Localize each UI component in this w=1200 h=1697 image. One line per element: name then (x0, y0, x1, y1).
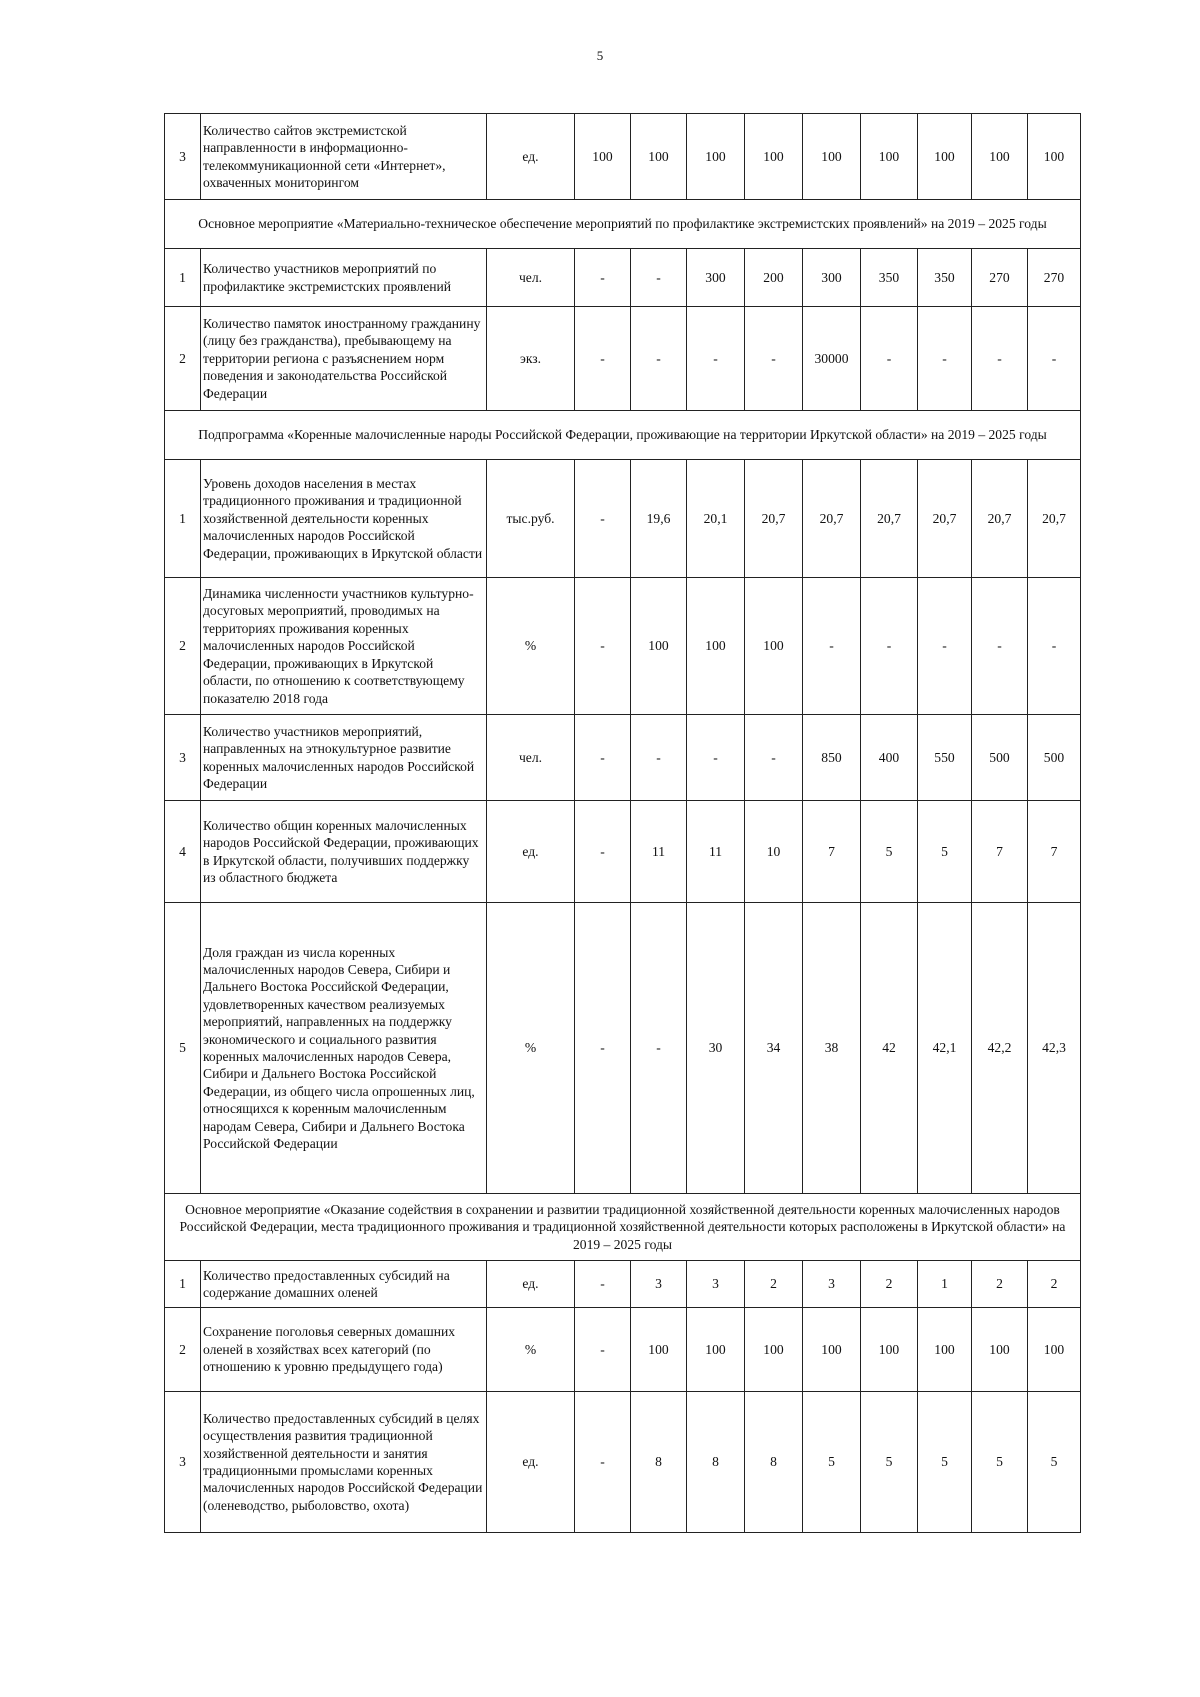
section-heading-row (165, 1194, 1081, 1261)
indicator-name: Количество предоставленных субсидий в целях осуществления развития традиционной хозяйственной деятельности и занятия традиционными промыслами коренных малочисленных народов Российской Федерации (оленеводство, рыболовство, охота) (201, 1392, 487, 1533)
value-cell: 7 (1028, 801, 1081, 903)
value-cell: 5 (972, 1392, 1028, 1533)
value-cell: 8 (745, 1392, 803, 1533)
value-cell: - (631, 249, 687, 307)
value-cell: 350 (918, 249, 972, 307)
value-cell: - (575, 715, 631, 801)
value-cell: - (631, 903, 687, 1194)
value-cell: - (575, 1308, 631, 1392)
value-cell: 100 (631, 578, 687, 715)
value-cell: 20,7 (1028, 460, 1081, 578)
value-cell: - (918, 307, 972, 411)
value-cell: 20,7 (972, 460, 1028, 578)
row-number: 2 (165, 578, 201, 715)
indicators-table (164, 113, 1081, 1533)
value-cell: 11 (631, 801, 687, 903)
value-cell: 100 (745, 1308, 803, 1392)
value-cell: 38 (803, 903, 861, 1194)
row-number: 2 (165, 1308, 201, 1392)
indicator-name: Количество общин коренных малочисленных народов Российской Федерации, проживающих в Иркутской области, получивших поддержку из областного бюджета (201, 801, 487, 903)
value-cell: 1 (918, 1261, 972, 1308)
value-cell: 100 (745, 114, 803, 200)
value-cell: 100 (575, 114, 631, 200)
value-cell: 42,1 (918, 903, 972, 1194)
row-number: 2 (165, 307, 201, 411)
row-number: 1 (165, 460, 201, 578)
value-cell: 20,1 (687, 460, 745, 578)
table-row (165, 1392, 1081, 1533)
unit-cell: тыс.руб. (487, 460, 575, 578)
value-cell: 42 (861, 903, 918, 1194)
value-cell: 7 (972, 801, 1028, 903)
unit-cell: % (487, 578, 575, 715)
section-heading: Подпрограмма «Коренные малочисленные народы Российской Федерации, проживающие на территории Иркутской области» на 2019 – 2025 годы (165, 411, 1081, 460)
value-cell: 7 (803, 801, 861, 903)
table-row (165, 460, 1081, 578)
value-cell: 200 (745, 249, 803, 307)
value-cell: - (745, 307, 803, 411)
value-cell: 5 (918, 1392, 972, 1533)
value-cell: - (631, 715, 687, 801)
value-cell: 2 (861, 1261, 918, 1308)
value-cell: - (575, 1261, 631, 1308)
value-cell: 8 (631, 1392, 687, 1533)
value-cell: 30 (687, 903, 745, 1194)
value-cell: 100 (631, 1308, 687, 1392)
value-cell: 8 (687, 1392, 745, 1533)
value-cell: 100 (918, 1308, 972, 1392)
value-cell: 20,7 (861, 460, 918, 578)
value-cell: 100 (803, 1308, 861, 1392)
section-heading: Основное мероприятие «Материально-техническое обеспечение мероприятий по профилактике экстремистских проявлений» на 2019 – 2025 годы (165, 200, 1081, 249)
table-row (165, 801, 1081, 903)
indicator-name: Динамика численности участников культурно-досуговых мероприятий, проводимых на территориях проживания коренных малочисленных народов Российской Федерации, проживающих в Иркутской области, по отношению к соответствующему показателю 2018 года (201, 578, 487, 715)
row-number: 1 (165, 249, 201, 307)
indicator-name: Количество участников мероприятий, направленных на этнокультурное развитие коренных малочисленных народов Российской Федерации (201, 715, 487, 801)
value-cell: 3 (631, 1261, 687, 1308)
row-number: 3 (165, 1392, 201, 1533)
value-cell: 100 (861, 114, 918, 200)
unit-cell: ед. (487, 1392, 575, 1533)
value-cell: 100 (687, 578, 745, 715)
value-cell: - (575, 249, 631, 307)
value-cell: - (918, 578, 972, 715)
value-cell: - (861, 307, 918, 411)
value-cell: 3 (803, 1261, 861, 1308)
unit-cell: ед. (487, 114, 575, 200)
row-number: 4 (165, 801, 201, 903)
unit-cell: экз. (487, 307, 575, 411)
value-cell: - (1028, 578, 1081, 715)
value-cell: 100 (687, 114, 745, 200)
value-cell: 100 (803, 114, 861, 200)
value-cell: 5 (918, 801, 972, 903)
value-cell: 20,7 (803, 460, 861, 578)
table-row (165, 1308, 1081, 1392)
table-row (165, 1261, 1081, 1308)
unit-cell: чел. (487, 249, 575, 307)
value-cell: 11 (687, 801, 745, 903)
table-body (165, 114, 1081, 1533)
value-cell: 100 (1028, 114, 1081, 200)
table-row (165, 114, 1081, 200)
value-cell: - (972, 578, 1028, 715)
value-cell: - (972, 307, 1028, 411)
value-cell: 500 (972, 715, 1028, 801)
value-cell: 270 (972, 249, 1028, 307)
value-cell: 300 (687, 249, 745, 307)
value-cell: 10 (745, 801, 803, 903)
table-row (165, 307, 1081, 411)
value-cell: 500 (1028, 715, 1081, 801)
indicator-name: Количество памяток иностранному гражданину (лицу без гражданства), пребывающему на территории региона с разъяснением норм поведения и законодательства Российской Федерации (201, 307, 487, 411)
value-cell: - (1028, 307, 1081, 411)
value-cell: 2 (745, 1261, 803, 1308)
indicator-name: Количество участников мероприятий по профилактике экстремистских проявлений (201, 249, 487, 307)
value-cell: 100 (687, 1308, 745, 1392)
value-cell: 400 (861, 715, 918, 801)
page-number: 5 (596, 48, 604, 63)
section-heading-row (165, 200, 1081, 249)
value-cell: 100 (972, 114, 1028, 200)
indicator-name: Сохранение поголовья северных домашних оленей в хозяйствах всех категорий (по отношению к уровню предыдущего года) (201, 1308, 487, 1392)
value-cell: 100 (861, 1308, 918, 1392)
value-cell: - (745, 715, 803, 801)
value-cell: 20,7 (918, 460, 972, 578)
section-heading-row (165, 411, 1081, 460)
value-cell: - (631, 307, 687, 411)
table-row (165, 903, 1081, 1194)
row-number: 1 (165, 1261, 201, 1308)
value-cell: 42,3 (1028, 903, 1081, 1194)
value-cell: 5 (1028, 1392, 1081, 1533)
value-cell: - (575, 460, 631, 578)
value-cell: 100 (745, 578, 803, 715)
value-cell: 350 (861, 249, 918, 307)
value-cell: - (575, 307, 631, 411)
table-row (165, 715, 1081, 801)
value-cell: 34 (745, 903, 803, 1194)
unit-cell: % (487, 1308, 575, 1392)
value-cell: 2 (1028, 1261, 1081, 1308)
value-cell: 5 (861, 801, 918, 903)
value-cell: - (687, 715, 745, 801)
table-row (165, 578, 1081, 715)
value-cell: - (687, 307, 745, 411)
indicator-name: Уровень доходов населения в местах традиционного проживания и традиционной хозяйственной деятельности коренных малочисленных народов Российской Федерации, проживающих в Иркутской области (201, 460, 487, 578)
row-number: 5 (165, 903, 201, 1194)
value-cell: 19,6 (631, 460, 687, 578)
table-row (165, 249, 1081, 307)
value-cell: 42,2 (972, 903, 1028, 1194)
value-cell: 2 (972, 1261, 1028, 1308)
value-cell: 100 (631, 114, 687, 200)
value-cell: 3 (687, 1261, 745, 1308)
value-cell: 100 (918, 114, 972, 200)
unit-cell: чел. (487, 715, 575, 801)
value-cell: 550 (918, 715, 972, 801)
row-number: 3 (165, 715, 201, 801)
value-cell: 300 (803, 249, 861, 307)
value-cell: 100 (972, 1308, 1028, 1392)
value-cell: 30000 (803, 307, 861, 411)
unit-cell: % (487, 903, 575, 1194)
value-cell: - (575, 801, 631, 903)
section-heading: Основное мероприятие «Оказание содействия в сохранении и развитии традиционной хозяйственной деятельности коренных малочисленных народов Российской Федерации, места традиционного проживания и традиционной хозяйственной деятельности которых расположены в Иркутской области» на 2019 – 2025 годы (165, 1194, 1081, 1261)
value-cell: - (803, 578, 861, 715)
value-cell: 20,7 (745, 460, 803, 578)
unit-cell: ед. (487, 1261, 575, 1308)
value-cell: - (575, 1392, 631, 1533)
value-cell: - (575, 903, 631, 1194)
value-cell: 100 (1028, 1308, 1081, 1392)
row-number: 3 (165, 114, 201, 200)
indicator-name: Доля граждан из числа коренных малочисленных народов Севера, Сибири и Дальнего Востока Российской Федерации, удовлетворенных качеством реализуемых мероприятий, направленных на поддержку экономического и социального развития коренных малочисленных народов Севера, Сибири и Дальнего Востока Российской Федерации, из общего числа опрошенных лиц, относящихся к коренным малочисленным народам Севера, Сибири и Дальнего Востока Российской Федерации (201, 903, 487, 1194)
value-cell: 270 (1028, 249, 1081, 307)
value-cell: - (861, 578, 918, 715)
value-cell: - (575, 578, 631, 715)
value-cell: 850 (803, 715, 861, 801)
indicator-name: Количество предоставленных субсидий на содержание домашних оленей (201, 1261, 487, 1308)
value-cell: 5 (861, 1392, 918, 1533)
unit-cell: ед. (487, 801, 575, 903)
value-cell: 5 (803, 1392, 861, 1533)
indicator-name: Количество сайтов экстремистской направленности в информационно-телекоммуникационной сети «Интернет», охваченных мониторингом (201, 114, 487, 200)
